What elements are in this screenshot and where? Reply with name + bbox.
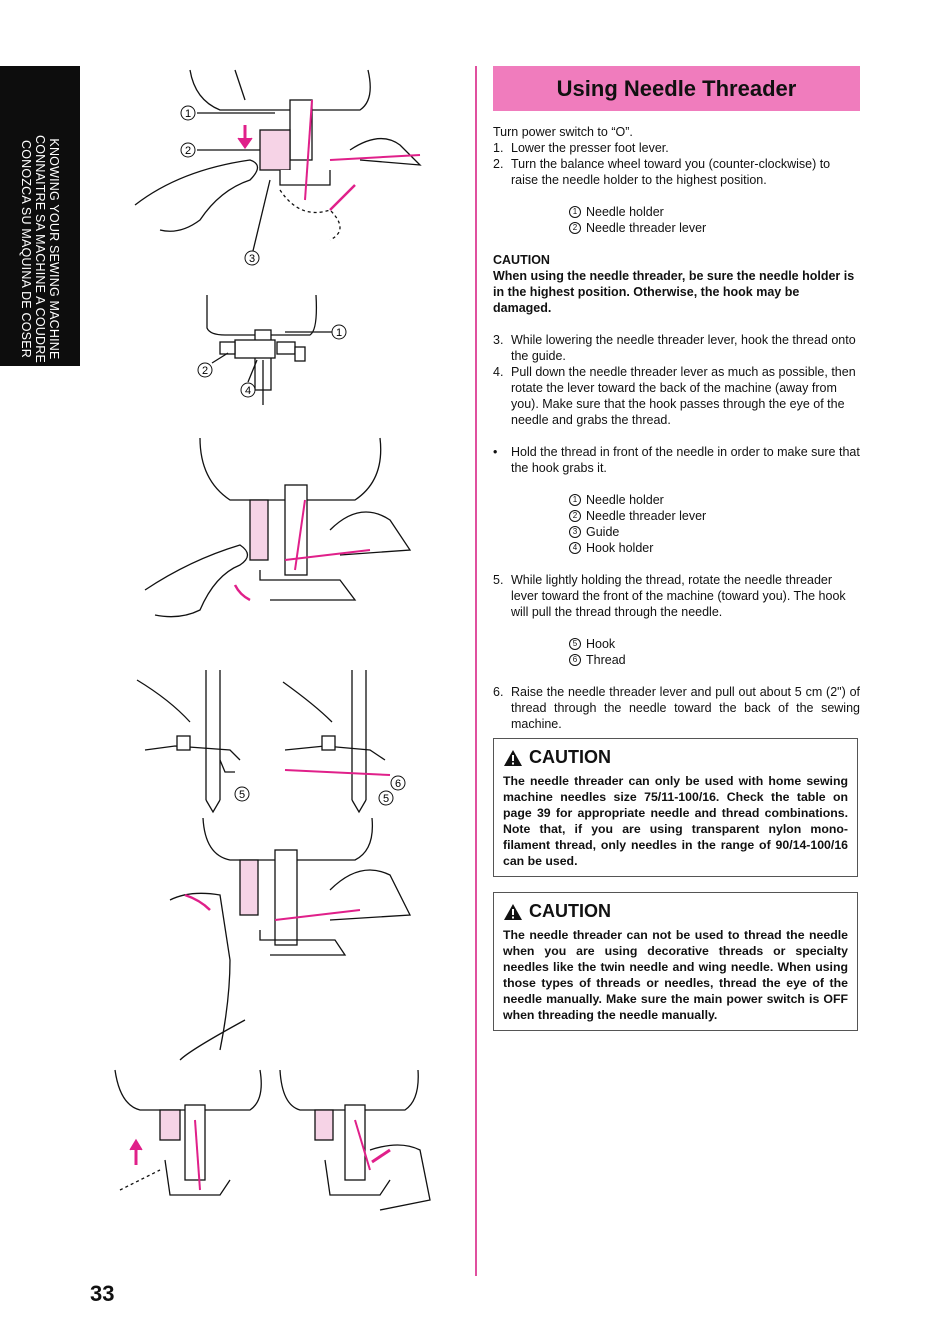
step-text: Lower the presser foot lever.	[511, 141, 669, 155]
caution-heading	[503, 747, 848, 768]
side-tab-text	[19, 99, 61, 399]
step-number: 3.	[493, 333, 504, 347]
figure-2-needle-holder-detail	[207, 295, 332, 405]
step-6	[493, 684, 860, 732]
caution-heading	[503, 901, 848, 922]
title-bar	[493, 66, 860, 111]
legend-a	[569, 204, 860, 236]
instructions	[493, 124, 860, 732]
legend-number: 2	[569, 510, 581, 522]
legend-number: 4	[569, 542, 581, 554]
intro-text: Turn power switch to “O”.	[493, 125, 633, 139]
legend-number: 6	[569, 654, 581, 666]
callout: 2	[184, 145, 192, 157]
legend-label: Guide	[586, 525, 620, 539]
legend-number: 1	[569, 494, 581, 506]
step-text: While lightly holding the thread, rotate the needle threader lever toward the front of the machine (toward you). The hook will pull the thread through the needle.	[511, 573, 846, 619]
step-1	[493, 140, 860, 156]
caution-heading-text: CAUTION	[529, 747, 611, 767]
caution-text: The needle threader can only be used with home sewing machine needles size 75/11-100/16. Check the table on page 39 for appropriate needle and thread combinations. Note that, if you are using transparent nylon mono-filament thread, only needles in the range of 90/14-100/16 can be used.	[503, 774, 848, 868]
legend-b	[569, 492, 860, 556]
step-4	[493, 364, 860, 428]
legend-item	[569, 524, 860, 540]
legend-number: 2	[569, 222, 581, 234]
illustrations	[100, 60, 440, 1220]
step-2	[493, 156, 860, 188]
figure-4b-thread	[283, 670, 390, 812]
page-title: Using Needle Threader	[556, 75, 797, 101]
callout: 3	[248, 253, 256, 265]
legend-item	[569, 204, 860, 220]
figure-6b-pull-thread	[280, 1070, 430, 1210]
step-number: 6.	[493, 685, 504, 699]
callout: 4	[244, 385, 252, 397]
legend-item	[569, 492, 860, 508]
bullet-text: Hold the thread in front of the needle in order to make sure that the hook grabs it.	[511, 445, 860, 475]
legend-item	[569, 652, 860, 668]
callout: 2	[201, 365, 209, 377]
caution-box-needle-size	[493, 738, 858, 877]
legend-label: Hook	[586, 637, 616, 651]
figure-5-rotate-lever	[170, 818, 410, 1060]
figure-4a-hook	[137, 670, 240, 812]
legend-number: 5	[569, 638, 581, 650]
bullet-mark: •	[493, 445, 498, 459]
legend-label: Needle holder	[586, 493, 664, 507]
step-text: Raise the needle threader lever and pull out about 5 cm (2") of thread through the needle toward the back of the sewing machine.	[511, 685, 860, 731]
bullet-note	[493, 444, 860, 476]
step-5	[493, 572, 860, 620]
caution-box-decorative-threads	[493, 892, 858, 1031]
side-tab-line-fr: CONNAITRE SA MACHINE A COUDRE	[33, 134, 47, 364]
figure-2-callouts	[198, 325, 346, 397]
callout: 6	[394, 778, 402, 790]
callout: 1	[335, 327, 343, 339]
column-divider	[475, 66, 477, 1276]
legend-item	[569, 508, 860, 524]
side-tab-line-en: KNOWING YOUR SEWING MACHINE	[47, 138, 61, 360]
step-3	[493, 332, 860, 364]
legend-label: Hook holder	[586, 541, 654, 555]
callout: 5	[238, 789, 246, 801]
caution-inline-text: When using the needle threader, be sure the needle holder is in the highest position. Otherwise, the hook may be damaged.	[493, 269, 855, 315]
step-number: 4.	[493, 365, 504, 379]
legend-item	[569, 220, 860, 236]
side-tab	[0, 66, 80, 366]
legend-item	[569, 636, 860, 652]
legend-c	[569, 636, 860, 668]
side-tab-line-es: CONOZCA SU MAQUINA DE COSER	[19, 140, 33, 358]
warning-icon	[503, 749, 523, 767]
callout: 1	[184, 108, 192, 120]
step-text: While lowering the needle threader lever, hook the thread onto the guide.	[511, 333, 856, 363]
legend-item	[569, 540, 860, 556]
figure-1-callouts	[181, 106, 259, 265]
caution-text: The needle threader can not be used to thread the needle when you are using decorative threads or specialty needles like the twin needle and wing needle. When using those types of threads or needles, thread the eye of the needle manually. Make sure the main power switch is OFF when threading the needle manually.	[503, 928, 848, 1022]
step-number: 2.	[493, 157, 504, 171]
figure-6a-raise-lever	[115, 1070, 261, 1195]
legend-label: Needle threader lever	[586, 221, 707, 235]
legend-label: Thread	[586, 653, 626, 667]
figure-1-raise-needle-holder	[135, 70, 420, 255]
step-number: 1.	[493, 141, 504, 155]
step-number: 5.	[493, 573, 504, 587]
caution-heading-text: CAUTION	[529, 901, 611, 921]
step-text: Pull down the needle threader lever as much as possible, then rotate the lever toward the back of the machine (away from you). Make sure that the hook passes through the eye of the needle and grabs the thread.	[511, 365, 856, 427]
legend-label: Needle threader lever	[586, 509, 707, 523]
legend-number: 3	[569, 526, 581, 538]
figure-3-hook-thread-guide	[145, 438, 410, 617]
callout: 5	[382, 793, 390, 805]
legend-label: Needle holder	[586, 205, 664, 219]
figure-4-callouts	[235, 776, 405, 805]
warning-icon	[503, 903, 523, 921]
page-number: 33	[90, 1281, 115, 1306]
legend-number: 1	[569, 206, 581, 218]
caution-inline-heading: CAUTION	[493, 253, 550, 267]
step-text: Turn the balance wheel toward you (counter-clockwise) to raise the needle holder to the highest position.	[511, 157, 831, 187]
